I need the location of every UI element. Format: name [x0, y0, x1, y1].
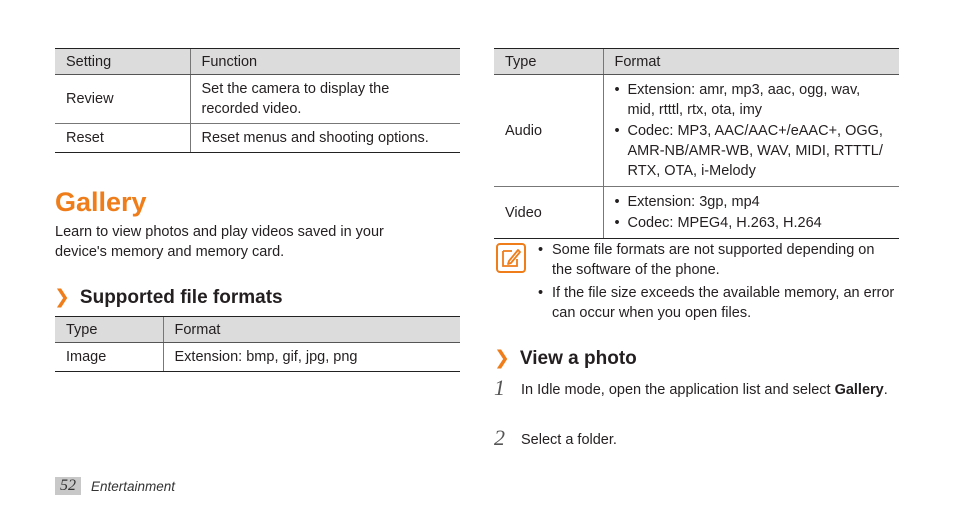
list-item: • Codec: MP3, AAC/AAC+/eAAC+, OGG, AMR-NB/AMR-WB, WAV, MIDI, RTTTL/ RTX, OTA, i-Melody [615, 121, 889, 181]
table-cell: Reset [55, 124, 190, 153]
page-title: Gallery [55, 187, 147, 217]
note-item: • Some file formats are not supported depending on the software of the phone. [538, 240, 898, 280]
step-text: Select a folder. [521, 432, 617, 448]
page-number: 52 [55, 477, 81, 495]
section-heading-label: Supported file formats [79, 287, 283, 308]
note-pencil-icon [496, 243, 526, 273]
image-formats-table [55, 316, 460, 372]
step-number: 2 [494, 425, 505, 450]
step-text [521, 380, 894, 400]
table-cell: Reset menus and shooting options. [190, 124, 460, 153]
table-cell: Review [55, 75, 190, 124]
table-cell: Audio [494, 75, 603, 187]
note-item: • If the file size exceeds the available memory, an error can occur when you open files. [538, 283, 898, 323]
list-item: • Extension: 3gp, mp4 [615, 192, 889, 212]
chevron-right-icon: ❯ [494, 348, 510, 369]
step-text-bold: Gallery [834, 382, 884, 398]
column-header: Setting [55, 49, 190, 75]
notes-list [538, 240, 898, 326]
intro-paragraph: Learn to view photos and play videos saved in your device's memory and memory card. [55, 224, 384, 260]
section-heading-view-photo [494, 347, 637, 371]
column-header: Format [163, 317, 460, 343]
section-heading-supported-formats [54, 286, 283, 310]
step-number: 1 [494, 375, 505, 400]
table-cell: Image [55, 343, 163, 372]
list-item: • Codec: MPEG4, H.263, H.264 [615, 213, 889, 233]
column-header: Function [190, 49, 460, 75]
media-formats-table [494, 48, 899, 239]
chevron-right-icon: ❯ [54, 287, 70, 308]
table-cell: Video [494, 187, 603, 239]
table-cell: Set the camera to display the recorded video. [190, 75, 460, 124]
table-header-row [494, 49, 899, 75]
column-header: Type [494, 49, 603, 75]
format-list [615, 192, 889, 233]
footer-section-label: Entertainment [91, 478, 176, 494]
table-header-row [55, 49, 460, 75]
list-item: • Extension: amr, mp3, aac, ogg, wav, mid, rtttl, rtx, ota, imy [615, 80, 889, 120]
column-header: Type [55, 317, 163, 343]
step-2 [494, 425, 894, 450]
format-list [615, 80, 889, 181]
table-row [55, 75, 460, 124]
column-header: Format [603, 49, 899, 75]
table-cell [603, 75, 899, 187]
table-row [55, 124, 460, 153]
settings-table [55, 48, 460, 153]
table-row [55, 343, 460, 372]
step-1 [494, 375, 894, 400]
table-cell [603, 187, 899, 239]
table-header-row [55, 317, 460, 343]
table-cell: Extension: bmp, gif, jpg, png [163, 343, 460, 372]
table-row [494, 187, 899, 239]
section-heading-label: View a photo [519, 348, 637, 369]
step-text-end: . [883, 382, 888, 398]
step-text-main: In Idle mode, open the application list and select [521, 382, 835, 398]
page-footer [55, 477, 175, 495]
table-row [494, 75, 899, 187]
